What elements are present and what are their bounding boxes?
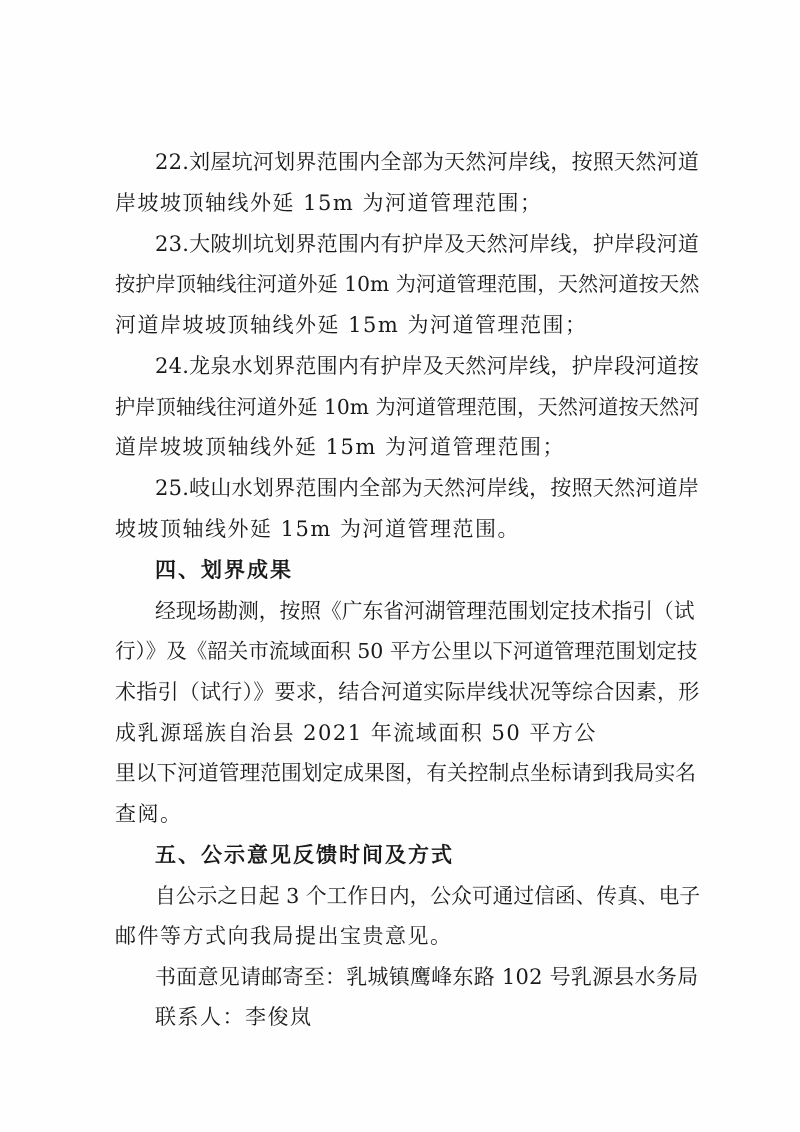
- paragraph-24-line-1: 24.龙泉水划界范围内有护岸及天然河岸线，护岸段河道按: [155, 354, 700, 378]
- section-5-line-2: 邮件等方式向我局提出宝贵意见。: [115, 924, 453, 948]
- paragraph-22-line-1: 22.刘屋坑河划界范围内全部为天然河岸线，按照天然河道: [155, 150, 700, 174]
- contact-person: 联系人：李俊岚: [155, 1005, 313, 1029]
- paragraph-24-line-3: 道岸坡坡顶轴线外延 15m 为河道管理范围；: [115, 435, 565, 459]
- section-5-line-1: 自公示之日起 3 个工作日内，公众可通过信函、传真、电子: [155, 884, 701, 908]
- section-heading-4: 四、划界成果: [155, 558, 293, 582]
- paragraph-23-line-3: 河道岸坡坡顶轴线外延 15m 为河道管理范围；: [115, 313, 588, 337]
- section-4-line-1: 经现场勘测，按照《广东省河湖管理范围划定技术指引（试: [155, 599, 695, 623]
- section-4-line-2: 行）》及《韶关市流域面积 50 平方公里以下河道管理范围划定技: [115, 639, 698, 663]
- section-4-line-4: 成乳源瑶族自治县 2021 年流域面积 50 平方公: [115, 721, 597, 745]
- paragraph-22-line-2: 岸坡坡顶轴线外延 15m 为河道管理范围；: [115, 191, 543, 215]
- mailing-address: 书面意见请邮寄至：乳城镇鹰峰东路 102 号乳源县水务局: [155, 965, 699, 989]
- paragraph-23-line-2: 按护岸顶轴线往河道外延 10m 为河道管理范围，天然河道按天然: [115, 272, 700, 296]
- section-4-line-6: 查阅。: [115, 802, 183, 826]
- paragraph-25-line-2: 坡坡顶轴线外延 15m 为河道管理范围。: [115, 517, 520, 541]
- section-4-line-3: 术指引（试行）》要求，结合河道实际岸线状况等综合因素，形: [115, 680, 700, 704]
- paragraph-24-line-2: 护岸顶轴线往河道外延 10m 为河道管理范围，天然河道按天然河: [115, 395, 700, 419]
- section-4-line-5: 里以下河道管理范围划定成果图，有关控制点坐标请到我局实名: [115, 761, 697, 785]
- paragraph-23-line-1: 23.大陂圳坑划界范围内有护岸及天然河岸线，护岸段河道: [155, 232, 700, 256]
- paragraph-25-line-1: 25.岐山水划界范围内全部为天然河岸线，按照天然河道岸: [155, 476, 700, 500]
- section-heading-5: 五、公示意见反馈时间及方式: [155, 843, 454, 867]
